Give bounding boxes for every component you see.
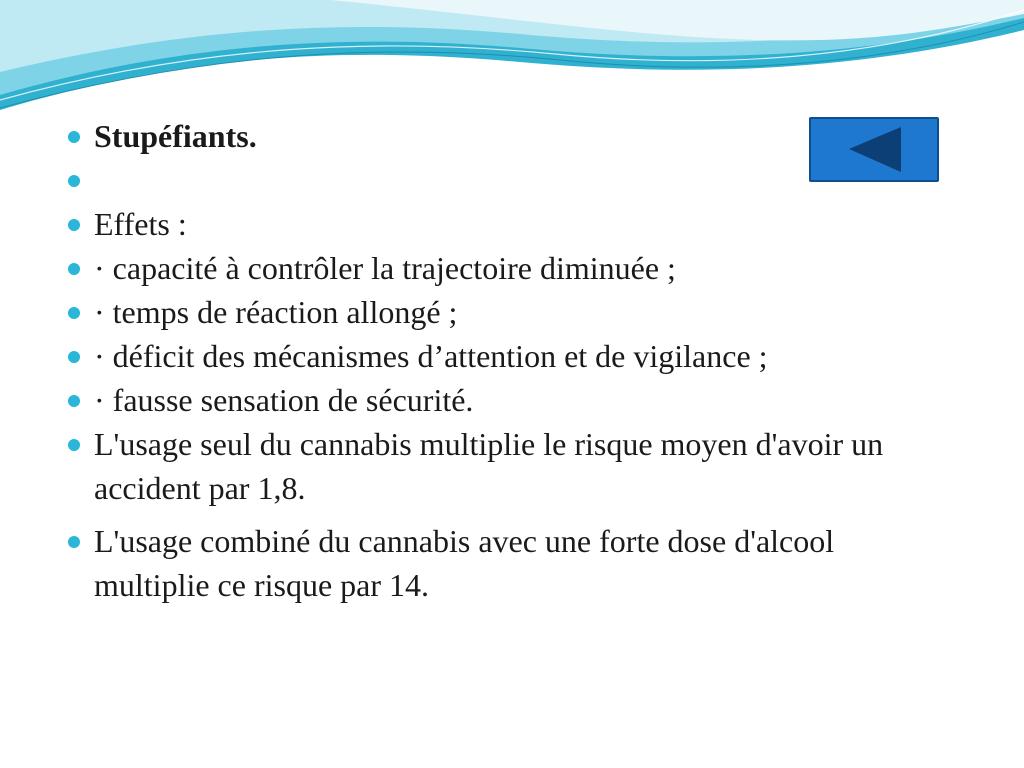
bullet-dot <box>68 307 80 319</box>
bullet-text: Effets : <box>94 206 187 242</box>
wave-header-decoration <box>0 0 1024 120</box>
bullet-dot <box>68 351 80 363</box>
bullet-dot <box>68 263 80 275</box>
bullet-effect-item <box>64 246 944 290</box>
bullet-dot <box>68 536 80 548</box>
bullet-dot <box>68 439 80 451</box>
bullet-text: · déficit des mécanismes d’attention et de vigilance ; <box>94 338 768 374</box>
bullet-text: · capacité à contrôler la trajectoire diminuée ; <box>94 250 676 286</box>
bullet-dot <box>68 131 80 143</box>
bullet-effect-item <box>64 290 944 334</box>
bullet-text: Stupéfiants. <box>94 118 257 154</box>
bullet-text: L'usage seul du cannabis multiplie le risque moyen d'avoir un accident par 1,8. <box>94 426 884 506</box>
bullet-effets <box>64 202 944 246</box>
back-button[interactable] <box>809 117 939 182</box>
triangle-left-icon <box>811 119 937 180</box>
bullet-dot <box>68 175 80 187</box>
bullet-dot <box>68 395 80 407</box>
bullet-cannabis-risk <box>64 422 944 510</box>
bullet-text: L'usage combiné du cannabis avec une forte dose d'alcool multiplie ce risque par 14. <box>94 523 835 603</box>
bullet-text: · fausse sensation de sécurité. <box>94 382 474 418</box>
bullet-text: · temps de réaction allongé ; <box>94 294 458 330</box>
bullet-effect-item <box>64 334 944 378</box>
bullet-combined-risk <box>64 519 944 607</box>
bullet-dot <box>68 219 80 231</box>
bullet-list <box>64 114 944 607</box>
bullet-effect-item <box>64 378 944 422</box>
